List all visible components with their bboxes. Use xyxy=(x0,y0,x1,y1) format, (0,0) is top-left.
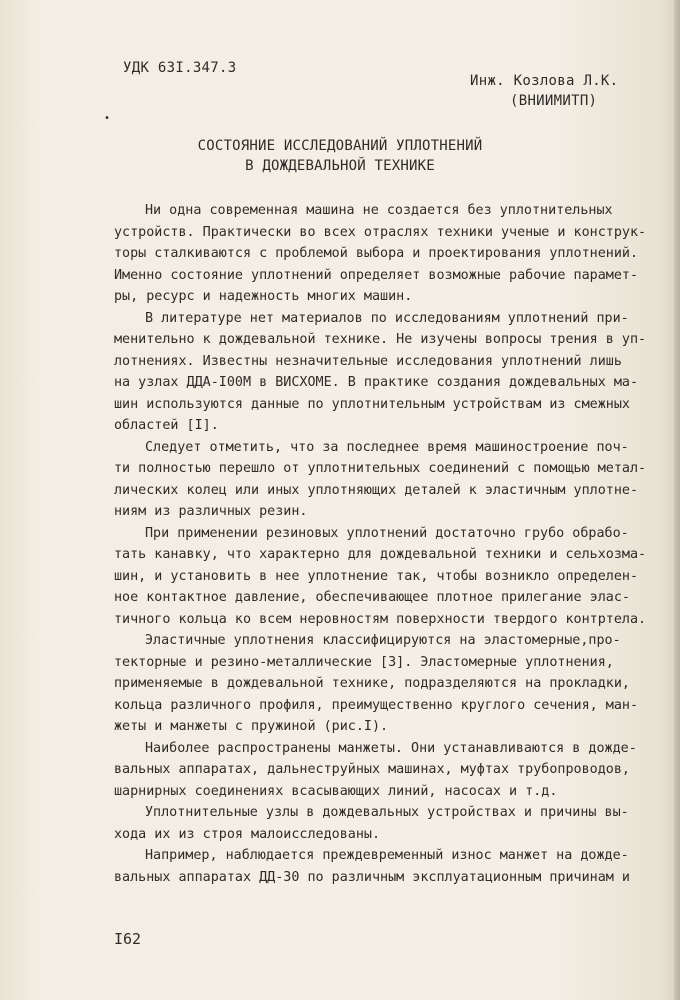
title-line-1: СОСТОЯНИЕ ИССЛЕДОВАНИЙ УПЛОТНЕНИЙ xyxy=(197,138,483,154)
text-line: Уплотнительные узлы в дождевальных устройствах и причины вы- xyxy=(145,805,629,820)
margin-dot: • xyxy=(104,113,111,124)
text-line: шин используются данные по уплотнительным устройствам из смежных xyxy=(114,396,630,412)
text-line: на узлах ДДА-I00М в ВИСХОМЕ. В практике создания дождевальных ма- xyxy=(114,375,639,390)
text-line: Именно состояние уплотнений определяет возможные рабочие парамет- xyxy=(114,267,639,283)
author-name: Инж. Козлова Л.К. xyxy=(470,73,619,89)
text-line: устройств. Практически во всех отраслях техники ученые и конструк- xyxy=(114,224,647,240)
text-line: Наиболее распространены манжеты. Они устанавливаются в дожде- xyxy=(145,740,637,756)
text-line: Например, наблюдается преждевременный износ манжет на дожде- xyxy=(145,848,629,863)
text-line: шин, и установить в нее уплотнение так, чтобы возникло определен- xyxy=(114,568,639,584)
udc-code: УДК 63I.347.3 xyxy=(123,60,237,76)
text-line: лотнениях. Известны незначительные исследования уплотнений лишь xyxy=(114,353,622,369)
text-line: хода их из строя малоисследованы. xyxy=(114,826,381,842)
page-edge-shadow xyxy=(674,0,680,1000)
text-line: ти полностью перешло от уплотнительных соединений с помощью метал- xyxy=(114,461,647,476)
text-line: областей [I]. xyxy=(114,418,219,433)
text-line: вальных аппаратах, дальнеструйных машинах, муфтах трубопроводов, xyxy=(114,762,630,777)
title-line-2: В ДОЖДЕВАЛЬНОЙ ТЕХНИКЕ xyxy=(245,158,435,174)
page-number: I62 xyxy=(114,930,142,948)
text-line: ное контактное давление, обеспечивающее плотное прилегание элас- xyxy=(114,590,630,605)
text-line: кольца различного профиля, преимущественно круглого сечения, ман- xyxy=(114,697,639,713)
text-line: Эластичные уплотнения классифицируются на эластомерные,про- xyxy=(145,633,621,648)
author-organization: (ВНИИМИТП) xyxy=(510,93,598,109)
text-line: торы сталкиваются с проблемой выбора и проектирования уплотнений. xyxy=(114,246,639,261)
text-line: Следует отметить, что за последнее время машиностроение поч- xyxy=(145,439,629,455)
text-line: шарнирных соединениях всасывающих линий, насосах и т.д. xyxy=(114,783,558,799)
text-line: ры, ресурс и надежность многих машин. xyxy=(114,289,413,304)
text-line: В литературе нет материалов по исследованиям уплотнений при- xyxy=(145,310,629,326)
text-line: менительно к дождевальной технике. Не изучены вопросы трения в уп- xyxy=(114,332,647,347)
text-line: жеты и манжеты с пружиной (рис.I). xyxy=(114,719,389,734)
text-line: текторные и резино-металлические [3]. Эластомерные уплотнения, xyxy=(114,654,614,670)
text-line: тать канавку, что характерно для дождевальной техники и сельхозма- xyxy=(114,547,647,562)
body-text xyxy=(114,200,672,888)
text-line: При применении резиновых уплотнений достаточно грубо обрабо- xyxy=(145,525,629,541)
text-line: вальных аппаратах ДД-30 по различным эксплуатационным причинам и xyxy=(114,869,630,885)
text-line: лических колец или иных уплотняющих деталей к эластичным уплотне- xyxy=(114,482,639,498)
text-line: тичного кольца ко всем неровностям поверхности твердого контртела. xyxy=(114,611,647,627)
text-line: Ни одна современная машина не создается без уплотнительных xyxy=(145,203,613,218)
text-line: ниям из различных резин. xyxy=(114,504,308,519)
text-line: применяемые в дождевальной технике, подразделяются на прокладки, xyxy=(114,676,630,691)
